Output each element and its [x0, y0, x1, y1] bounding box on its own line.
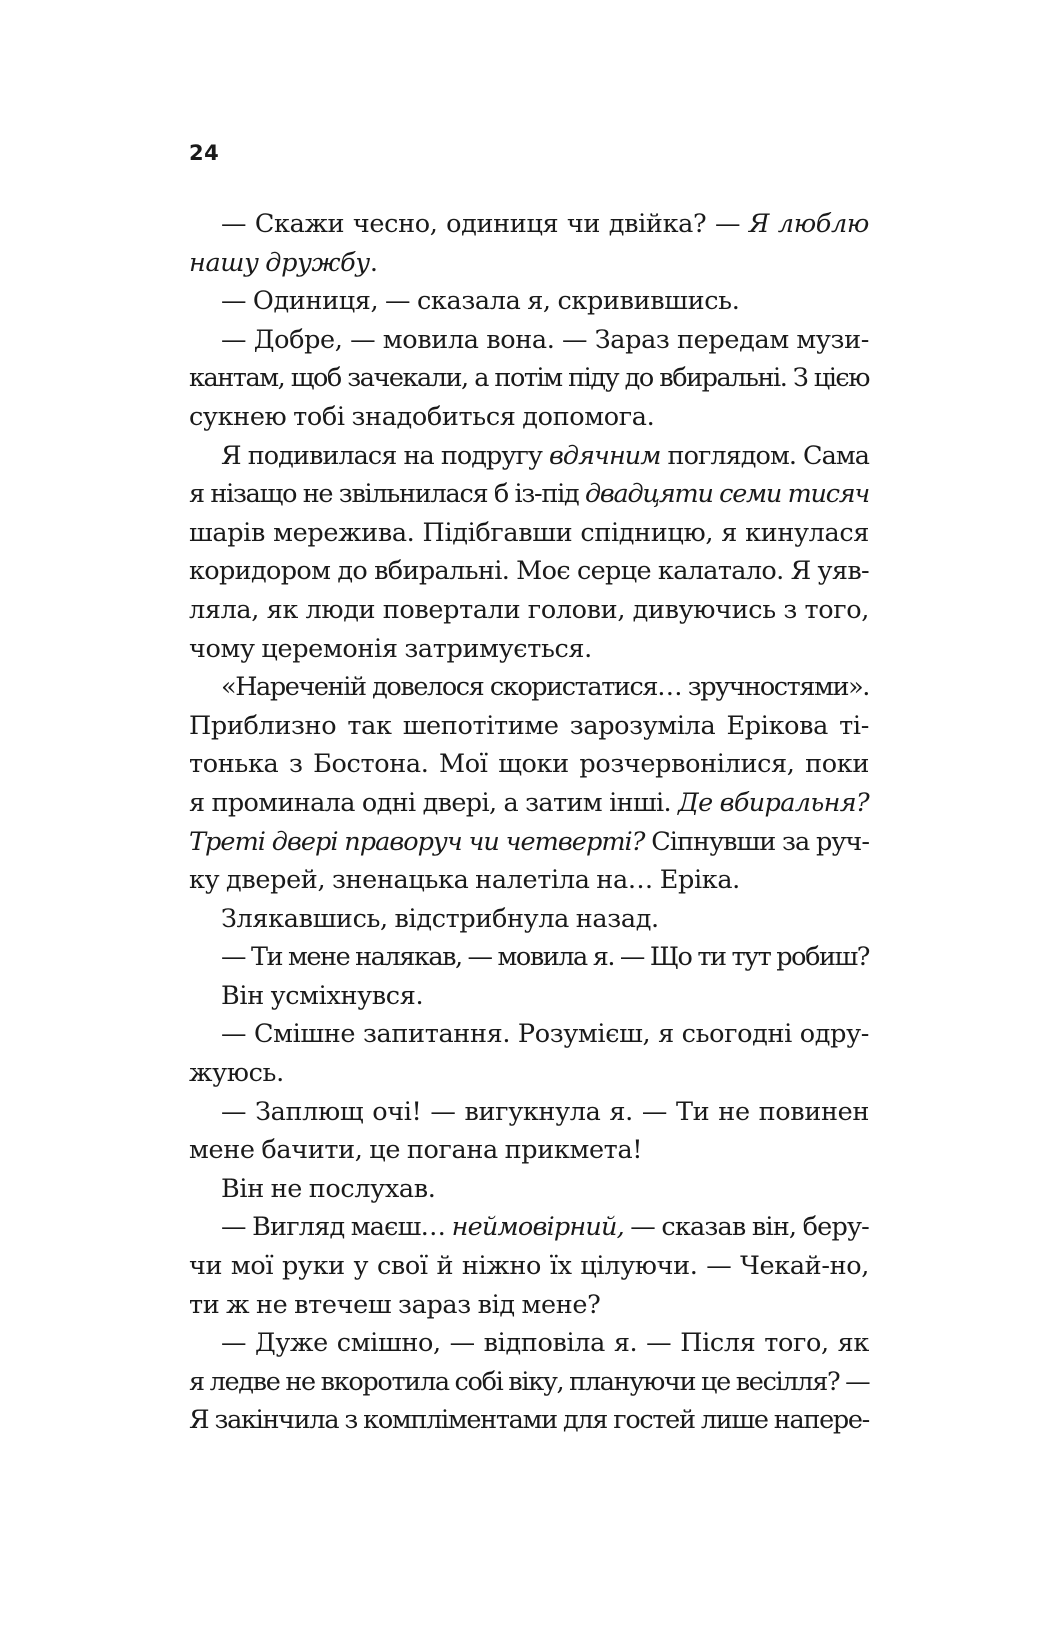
italic-phrase: двадцяти семи тисяч — [585, 479, 869, 510]
text-line: — Ти мене налякав, — мовила я. — Що ти тут робиш? — [221, 942, 869, 973]
text-line: ляла, як люди повертали голови, дивуючись з того, — [189, 594, 869, 625]
text-line: чому церемонія затримується. — [189, 633, 592, 664]
text-line: Я закінчила з компліментами для гостей лише напере- — [189, 1405, 869, 1436]
text-line: я ледве не вкоротила собі віку, плануючи це весілля? — — [189, 1366, 870, 1397]
text-line: — Одиниця, — сказала я, скривившись. — [221, 286, 740, 317]
text-line: я нізащо не звільнилася б із-під двадцяти семи тисяч — [189, 479, 869, 510]
text-line: кантам, щоб зачекали, а потім піду до вбиральні. З цією — [189, 363, 869, 394]
italic-phrase: вдячним — [549, 440, 661, 471]
text-line: мене бачити, це погана прикмета! — [189, 1135, 643, 1166]
text-line: шарів мережива. Підібгавши спідницю, я кинулася — [189, 517, 869, 548]
text-line: Він не послухав. — [221, 1173, 436, 1204]
text-line: коридором до вбиральні. Моє серце калатало. Я уяв- — [189, 556, 869, 587]
body-text — [189, 205, 869, 1440]
text-line: Треті двері праворуч чи четверті? Сіпнувши за руч- — [189, 826, 869, 857]
text-line: — Добре, — мовила вона. — Зараз передам музи- — [221, 324, 869, 355]
text-line: — Скажи чесно, одиниця чи двійка? — Я люблю — [221, 209, 869, 239]
text-line: тонька з Бостона. Мої щоки розчервонілися, поки — [189, 749, 869, 780]
text-line: — Заплющ очі! — вигукнула я. — Ти не повинен — [221, 1096, 869, 1127]
text-line: нашу дружбу. — [189, 247, 378, 278]
text-line: Злякавшись, відстрибнула назад. — [221, 903, 659, 934]
italic-phrase: неймовірний, — [451, 1212, 624, 1243]
text-line: ку дверей, зненацька налетіла на… Еріка. — [189, 865, 740, 896]
text-line: Я подивилася на подругу вдячним поглядом. Сама — [221, 440, 870, 471]
text-line: — Вигляд маєш… неймовірний, — сказав він, беру- — [221, 1212, 870, 1243]
italic-phrase: Треті двері праворуч чи четверті? — [189, 826, 645, 857]
italic-phrase: Я люблю — [748, 209, 869, 239]
text-line: сукнею тобі знадобиться допомога. — [189, 401, 655, 432]
text-line: ти ж не втечеш зараз від мене? — [189, 1289, 601, 1320]
text-line: я проминала одні двері, а затим інші. Де вбиральня? — [189, 787, 869, 818]
text-line: Приблизно так шепотітиме зарозуміла Ерікова ті- — [189, 710, 869, 741]
text-line: «Нареченій довелося скористатися… зручностями». — [221, 672, 869, 703]
text-line: — Смішне запитання. Розумієш, я сьогодні одру- — [221, 1019, 869, 1050]
text-line: чи мої руки у свої й ніжно їх цілуючи. — Чекай-но, — [189, 1251, 869, 1282]
text-line: — Дуже смішно, — відповіла я. — Після того, як — [221, 1328, 869, 1359]
italic-phrase: нашу дружбу — [189, 247, 370, 278]
text-line: Він усміхнувся. — [221, 980, 424, 1011]
text-line: жуюсь. — [189, 1058, 284, 1089]
page-number: 24 — [189, 141, 220, 165]
italic-phrase: Де вбиральня? — [678, 787, 869, 818]
